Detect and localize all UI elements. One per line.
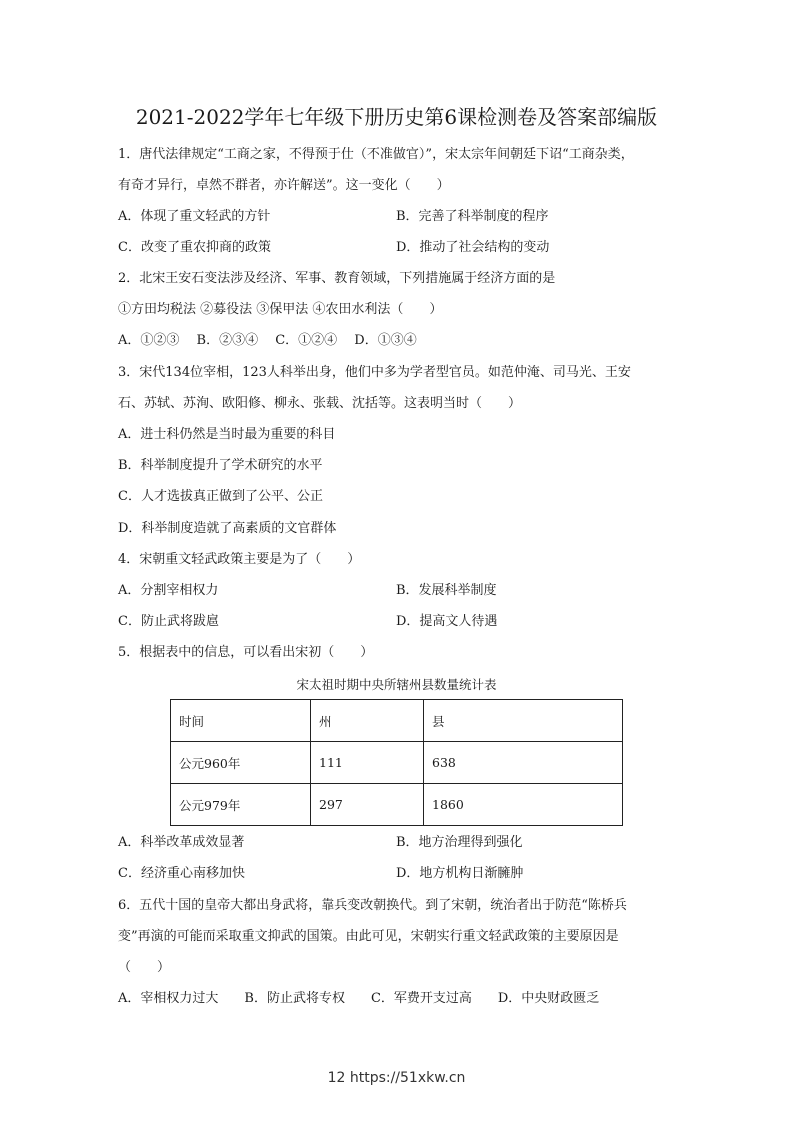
q1-stem-line2: 有奇才异行，卓然不群者，亦许解送”。这一变化（ ）	[118, 178, 450, 193]
table-row	[171, 742, 623, 784]
q5-option-c: C．经济重心南移加快	[118, 866, 245, 881]
table-cell: 1860	[424, 784, 623, 826]
q2-options: A．①②③ B．②③④ C．①②④ D．①③④	[118, 333, 417, 348]
q5-stem: 5．根据表中的信息，可以看出宋初（ ）	[118, 645, 374, 660]
q3-option-d: D．科举制度造就了高素质的文官群体	[118, 521, 337, 536]
q6-options: A．宰相权力过大 B．防止武将专权 C．军费开支过高 D．中央财政匮乏	[118, 991, 600, 1006]
q5-option-d: D．地方机构日渐臃肿	[396, 866, 524, 881]
table-header-cell: 时间	[171, 700, 311, 742]
table-header-cell: 县	[424, 700, 623, 742]
q5-option-a: A．科举改革成效显著	[118, 835, 245, 850]
q4-option-b: B．发展科举制度	[396, 583, 497, 598]
q1-option-d: D．推动了社会结构的变动	[396, 240, 550, 255]
q5-option-b: B．地方治理得到强化	[396, 835, 523, 850]
page-footer: 12 https://51xkw.cn	[327, 1070, 466, 1086]
q2-stem-line1: 2．北宋王安石变法涉及经济、军事、教育领域，下列措施属于经济方面的是	[118, 271, 556, 286]
q1-stem-line1: 1．唐代法律规定“工商之家，不得预于仕（不准做官）”，宋太宗年间朝廷下诏“工商杂类，	[118, 147, 634, 162]
table-cell: 公元979年	[171, 784, 311, 826]
page-title: 2021-2022学年七年级下册历史第6课检测卷及答案部编版	[135, 105, 658, 129]
q1-option-c: C．改变了重农抑商的政策	[118, 240, 271, 255]
q6-stem-line2: 变”再演的可能而采取重文抑武的国策。由此可见，宋朝实行重文轻武政策的主要原因是	[118, 929, 619, 944]
table-cell: 公元960年	[171, 742, 311, 784]
q4-option-d: D．提高文人待遇	[396, 614, 498, 629]
table-header-cell: 州	[311, 700, 424, 742]
table-cell: 297	[311, 784, 424, 826]
q4-option-a: A．分割宰相权力	[118, 583, 219, 598]
q3-option-c: C．人才选拔真正做到了公平、公正	[118, 489, 323, 504]
q4-stem: 4．宋朝重文轻武政策主要是为了（ ）	[118, 552, 361, 567]
table-cell: 111	[311, 742, 424, 784]
table-header-row	[171, 700, 623, 742]
table-row	[171, 784, 623, 826]
q1-option-b: B．完善了科举制度的程序	[396, 209, 549, 224]
q1-option-a: A．体现了重文轻武的方针	[118, 209, 271, 224]
table-cell: 638	[424, 742, 623, 784]
q3-stem-line1: 3．宋代134位宰相，123人科举出身，他们中多为学者型官员。如范仲淹、司马光、王安	[118, 365, 631, 380]
q4-option-c: C．防止武将跋扈	[118, 614, 219, 629]
q3-stem-line2: 石、苏轼、苏洵、欧阳修、柳永、张载、沈括等。这表明当时（ ）	[118, 396, 522, 411]
q6-stem-line1: 6．五代十国的皇帝大都出身武将，靠兵变改朝换代。到了宋朝，统治者出于防范“陈桥兵	[118, 898, 627, 913]
q3-option-b: B．科举制度提升了学术研究的水平	[118, 458, 323, 473]
table-caption: 宋太祖时期中央所辖州县数量统计表	[296, 677, 497, 692]
q3-option-a: A．进士科仍然是当时最为重要的科目	[118, 427, 336, 442]
q6-stem-line3: （ ）	[118, 960, 171, 975]
q2-stem-line2: ①方田均税法 ②募役法 ③保甲法 ④农田水利法（ ）	[118, 302, 443, 317]
county-count-table	[170, 699, 623, 826]
